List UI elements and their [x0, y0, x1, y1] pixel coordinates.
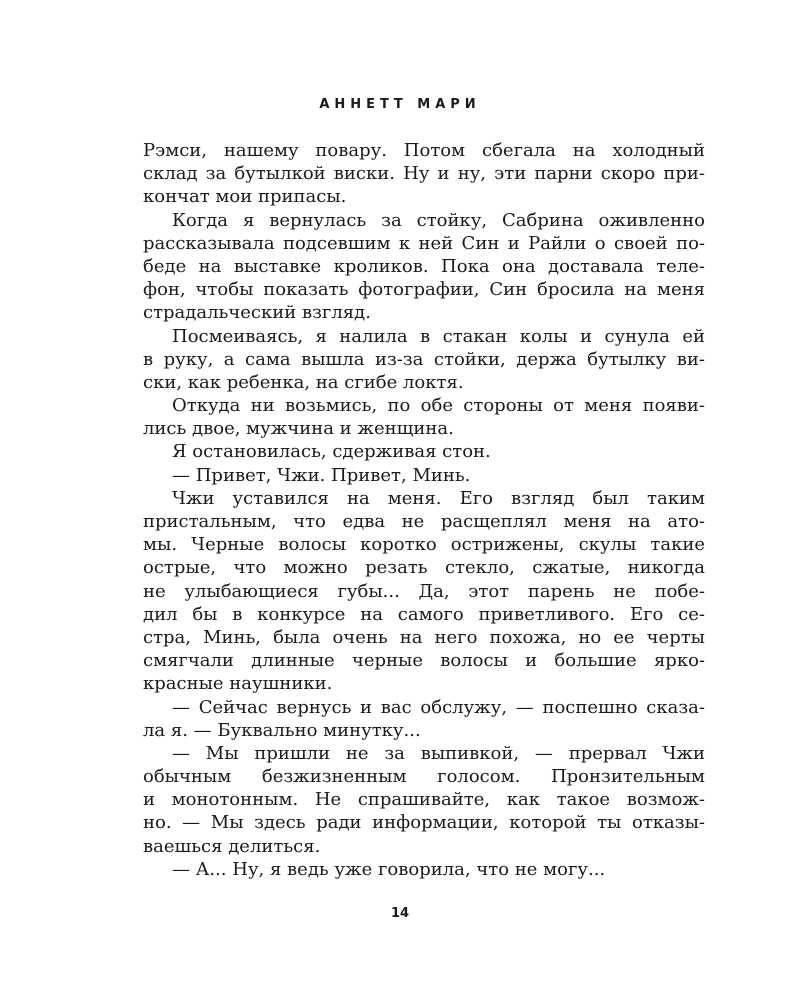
text-line: — Мы пришли не за выпивкой, — прервал Чжи	[172, 742, 705, 764]
text-line: стра, Минь, была очень на него похожа, но ее черты	[143, 626, 705, 648]
body-text	[143, 139, 705, 881]
text-line: — Привет, Чжи. Привет, Минь.	[172, 464, 471, 486]
text-line: лись двое, мужчина и женщина.	[143, 418, 454, 440]
text-line: склад за бутылкой виски. Ну и ну, эти парни скоро при-	[143, 163, 705, 185]
text-line: ваешься делиться.	[143, 835, 321, 857]
text-line: не улыбающиеся губы... Да, этот парень не побе-	[143, 580, 705, 602]
text-line: Когда я вернулась за стойку, Сабрина оживленно	[172, 209, 705, 231]
text-line: обычным безжизненным голосом. Пронзительным	[143, 766, 705, 788]
text-line: Откуда ни возьмись, по обе стороны от меня появи-	[172, 395, 705, 417]
text-line: в руку, а сама вышла из-за стойки, держа бутылку ви-	[143, 348, 705, 370]
text-line: острые, что можно резать стекло, сжатые, никогда	[143, 557, 705, 579]
text-line: Посмеиваясь, я налила в стакан колы и сунула ей	[172, 325, 705, 347]
text-line: — Сейчас вернусь и вас обслужу, — поспешно сказа-	[172, 696, 705, 718]
text-line: но. — Мы здесь ради информации, которой ты отказы-	[143, 812, 705, 834]
text-line: рассказывала подсевшим к ней Син и Райли о своей по-	[143, 232, 705, 254]
text-line: смягчали длинные черные волосы и большие ярко-	[143, 650, 705, 672]
text-line: кончат мои припасы.	[143, 186, 347, 208]
page-number: 14	[390, 906, 410, 921]
text-line: дил бы в конкурсе на самого приветливого. Его се-	[143, 603, 705, 625]
text-line: — А... Ну, я ведь уже говорила, что не могу...	[172, 858, 606, 880]
text-line: беде на выставке кроликов. Пока она доставала теле-	[143, 255, 705, 277]
running-header-author: АННЕТТ МАРИ	[319, 97, 481, 112]
text-line: Чжи уставился на меня. Его взгляд был таким	[172, 487, 705, 509]
text-line: красные наушники.	[143, 673, 333, 695]
text-line: фон, чтобы показать фотографии, Син бросила на меня	[143, 279, 705, 301]
text-line: Я остановилась, сдерживая стон.	[172, 441, 491, 463]
text-line: ски, как ребенка, на сгибе локтя.	[143, 371, 464, 393]
text-line: страдальческий взгляд.	[143, 302, 371, 324]
text-line: пристальным, что едва не расщеплял меня на ато-	[143, 511, 705, 532]
text-line: ла я. — Буквально минутку...	[143, 719, 421, 741]
text-line: Рэмси, нашему повару. Потом сбегала на холодный	[143, 140, 705, 161]
text-line: мы. Черные волосы коротко острижены, скулы такие	[143, 534, 705, 556]
text-line: и монотонным. Не спрашивайте, как такое возмож-	[143, 789, 705, 811]
